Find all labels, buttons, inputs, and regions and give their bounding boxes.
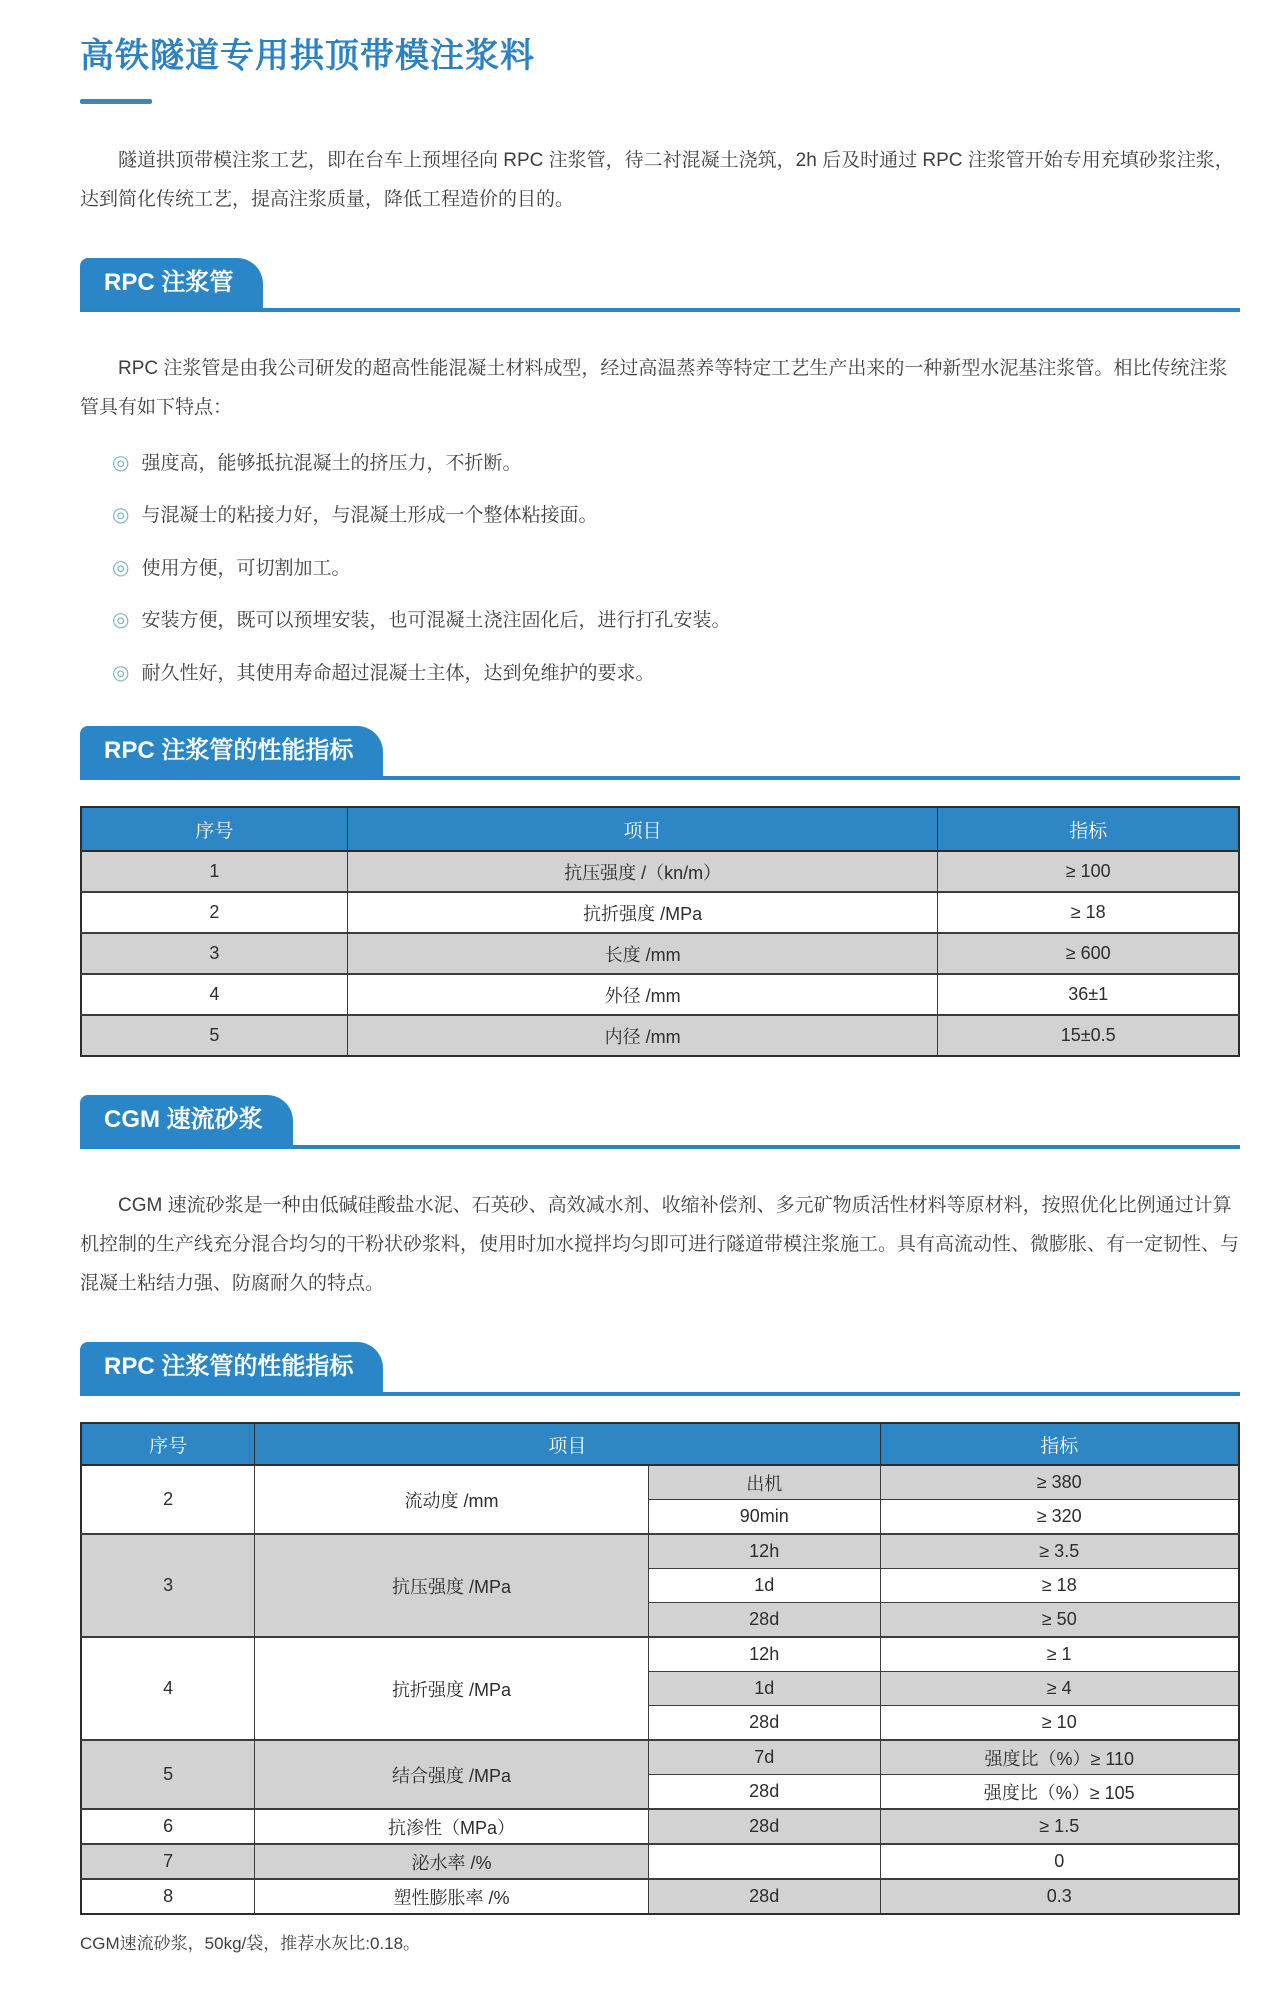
cell-value: ≥ 320 xyxy=(880,1500,1239,1535)
list-item xyxy=(112,658,1240,689)
list-item xyxy=(112,553,1240,584)
section-header-cgm xyxy=(80,1095,1240,1149)
cell-value: 15±0.5 xyxy=(938,1015,1239,1056)
cell-value: 36±1 xyxy=(938,974,1239,1015)
rpc-description: RPC 注浆管是由我公司研发的超高性能混凝土材料成型，经过高温蒸养等特定工艺生产出来的一种新型水泥基注浆管。相比传统注浆管具有如下特点： xyxy=(80,357,1228,418)
cell-value: 强度比（%）≥ 105 xyxy=(880,1775,1239,1810)
column-header-item: 项目 xyxy=(255,1423,880,1465)
cell-item: 抗折强度 /MPa xyxy=(255,1637,649,1740)
footnote: CGM速流砂浆，50kg/袋，推荐水灰比:0.18。 xyxy=(80,1934,421,1954)
bullet-text: 使用方便，可切割加工。 xyxy=(141,557,351,579)
cell-seq: 2 xyxy=(81,1465,255,1534)
cell-value: ≥ 3.5 xyxy=(880,1534,1239,1569)
rpc-feature-list xyxy=(80,448,1240,689)
cell-item: 抗压强度 /MPa xyxy=(255,1534,649,1637)
cell-value: ≥ 1 xyxy=(880,1637,1239,1672)
section-badge-cgm-table: RPC 注浆管的性能指标 xyxy=(80,1342,383,1392)
cell-seq: 7 xyxy=(81,1844,255,1879)
cell-value: ≥ 50 xyxy=(880,1603,1239,1638)
cell-seq: 2 xyxy=(81,892,347,933)
column-header-value: 指标 xyxy=(880,1423,1239,1465)
cell-cond: 28d xyxy=(648,1706,880,1741)
cell-value: 强度比（%）≥ 110 xyxy=(880,1740,1239,1775)
cell-cond: 1d xyxy=(648,1672,880,1706)
section-header-cgm-table xyxy=(80,1342,1240,1396)
bullet-text: 安装方便，既可以预埋安装，也可混凝土浇注固化后，进行打孔安装。 xyxy=(141,610,731,632)
cell-item: 抗渗性（MPa） xyxy=(255,1809,649,1844)
cell-item: 结合强度 /MPa xyxy=(255,1740,649,1809)
table-row xyxy=(81,1465,1239,1500)
cell-cond: 7d xyxy=(648,1740,880,1775)
section-badge-rpc-table: RPC 注浆管的性能指标 xyxy=(80,726,383,776)
cell-value: ≥ 1.5 xyxy=(880,1809,1239,1844)
table-row xyxy=(81,851,1239,892)
cell-seq: 4 xyxy=(81,1637,255,1740)
cell-value: ≥ 4 xyxy=(880,1672,1239,1706)
cell-cond: 90min xyxy=(648,1500,880,1535)
cell-item: 内径 /mm xyxy=(347,1015,938,1056)
column-header-item: 项目 xyxy=(347,807,938,851)
cell-seq: 4 xyxy=(81,974,347,1015)
bullet-text: 强度高，能够抵抗混凝土的挤压力，不折断。 xyxy=(141,452,522,474)
cell-item: 长度 /mm xyxy=(347,933,938,974)
list-item xyxy=(112,448,1240,479)
cell-cond: 12h xyxy=(648,1637,880,1672)
cgm-description: CGM 速流砂浆是一种由低碱硅酸盐水泥、石英砂、高效减水剂、收缩补偿剂、多元矿物质活性材料等原材料，按照优化比例通过计算机控制的生产线充分混合均匀的干粉状砂浆料，使用时加水搅拌均匀即可进行隧道带模注浆施工。具有高流动性、微膨胀、有一定韧性、与混凝土粘结力强、防腐耐久的特点。 xyxy=(80,1195,1240,1295)
bullet-icon: ◎ xyxy=(112,504,130,527)
column-header-seq: 序号 xyxy=(81,807,347,851)
bullet-icon: ◎ xyxy=(112,609,130,632)
bullet-icon: ◎ xyxy=(112,451,130,474)
cell-value: ≥ 380 xyxy=(880,1465,1239,1500)
cell-item: 抗压强度 /（kn/m） xyxy=(347,851,938,892)
table-row xyxy=(81,1534,1239,1569)
cell-value: ≥ 10 xyxy=(880,1706,1239,1741)
bullet-icon: ◎ xyxy=(112,556,130,579)
cell-seq: 3 xyxy=(81,933,347,974)
page-title: 高铁隧道专用拱顶带模注浆料 xyxy=(80,37,535,75)
cell-cond: 1d xyxy=(648,1569,880,1603)
cell-item: 外径 /mm xyxy=(347,974,938,1015)
section-badge-rpc: RPC 注浆管 xyxy=(80,258,263,308)
cell-seq: 1 xyxy=(81,851,347,892)
table-row xyxy=(81,1844,1239,1879)
cell-value: ≥ 100 xyxy=(938,851,1239,892)
cell-seq: 8 xyxy=(81,1879,255,1914)
cell-cond: 28d xyxy=(648,1879,880,1914)
cell-cond: 28d xyxy=(648,1775,880,1810)
cell-value: 0 xyxy=(880,1844,1239,1879)
cell-cond: 出机 xyxy=(648,1465,880,1500)
table-row xyxy=(81,974,1239,1015)
table-row xyxy=(81,1809,1239,1844)
cell-item: 流动度 /mm xyxy=(255,1465,649,1534)
cell-cond: 28d xyxy=(648,1809,880,1844)
table-row xyxy=(81,933,1239,974)
cell-value: 0.3 xyxy=(880,1879,1239,1914)
cell-seq: 3 xyxy=(81,1534,255,1637)
bullet-text: 耐久性好，其使用寿命超过混凝士主体，达到免维护的要求。 xyxy=(141,662,655,684)
intro-paragraph: 隧道拱顶带模注浆工艺，即在台车上预埋径向 RPC 注浆管，待二衬混凝土浇筑，2h 后及时通过 RPC 注浆管开始专用充填砂浆注浆，达到简化传统工艺，提高注浆质量，降低工程造价的目的。 xyxy=(80,150,1234,210)
table-row xyxy=(81,892,1239,933)
cell-item: 泌水率 /% xyxy=(255,1844,649,1879)
table-row xyxy=(81,1015,1239,1056)
list-item xyxy=(112,500,1240,531)
cell-cond xyxy=(648,1844,880,1879)
cell-item: 塑性膨胀率 /% xyxy=(255,1879,649,1914)
column-header-seq: 序号 xyxy=(81,1423,255,1465)
table-header-row xyxy=(81,807,1239,851)
bullet-text: 与混凝士的粘接力好，与混凝土形成一个整体粘接面。 xyxy=(141,505,598,527)
section-header-rpc xyxy=(80,258,1240,312)
cell-cond: 12h xyxy=(648,1534,880,1569)
cgm-performance-table xyxy=(80,1422,1240,1915)
cell-seq: 5 xyxy=(81,1015,347,1056)
table-row xyxy=(81,1879,1239,1914)
cell-cond: 28d xyxy=(648,1603,880,1638)
cell-seq: 5 xyxy=(81,1740,255,1809)
cell-value: ≥ 18 xyxy=(880,1569,1239,1603)
column-header-value: 指标 xyxy=(938,807,1239,851)
section-header-rpc-table xyxy=(80,726,1240,780)
bullet-icon: ◎ xyxy=(112,661,130,684)
table-header-row xyxy=(81,1423,1239,1465)
cell-item: 抗折强度 /MPa xyxy=(347,892,938,933)
title-underline xyxy=(80,99,152,104)
rpc-performance-table xyxy=(80,806,1240,1057)
page-content xyxy=(80,28,1240,1954)
section-badge-cgm: CGM 速流砂浆 xyxy=(80,1095,293,1145)
list-item xyxy=(112,605,1240,636)
cell-seq: 6 xyxy=(81,1809,255,1844)
table-row xyxy=(81,1740,1239,1775)
table-row xyxy=(81,1637,1239,1672)
cell-value: ≥ 600 xyxy=(938,933,1239,974)
cell-value: ≥ 18 xyxy=(938,892,1239,933)
